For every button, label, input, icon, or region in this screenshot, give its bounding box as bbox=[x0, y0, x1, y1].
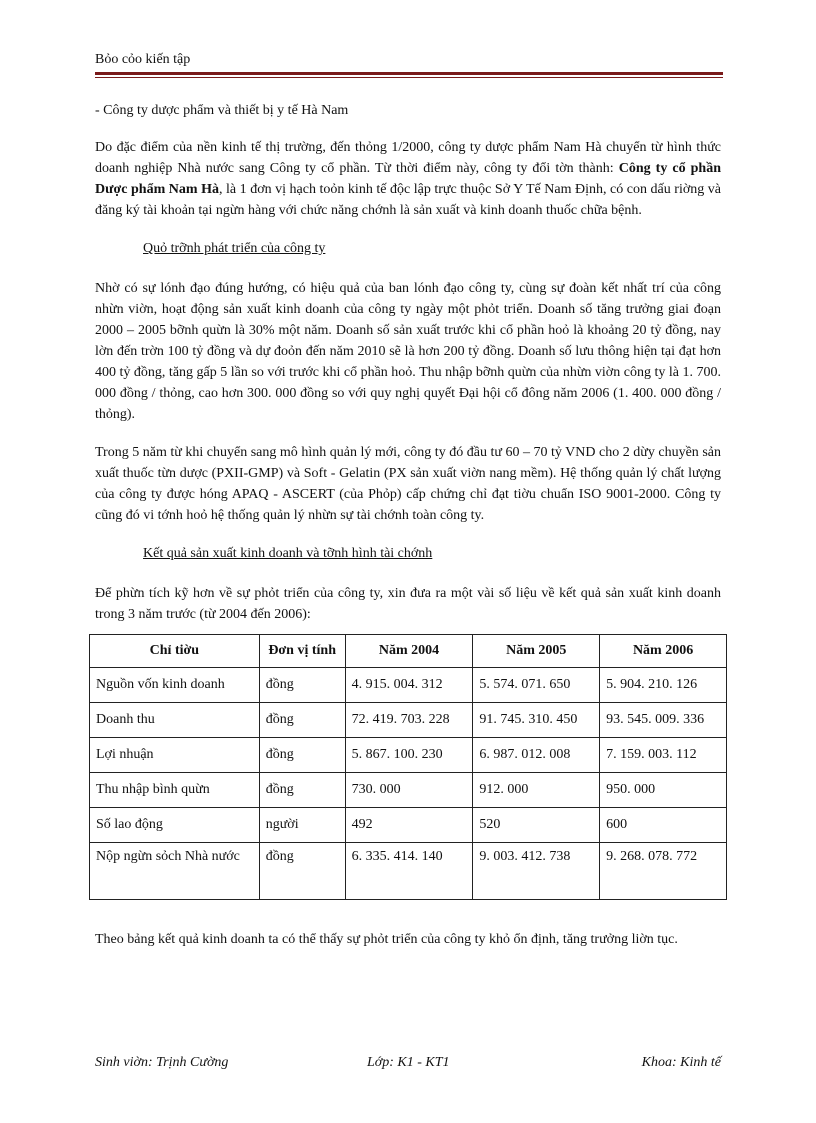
footer-student: Sinh viờn: Trịnh Cường bbox=[95, 1055, 229, 1070]
table-row bbox=[90, 703, 727, 738]
table-cell: đồng bbox=[259, 738, 345, 773]
header-year-2006: Năm 2006 bbox=[600, 635, 727, 668]
development-paragraph: Nhờ có sự lónh đạo đúng hướng, có hiệu quả của ban lónh đạo công ty, cùng sự đoàn kết nhất trí của công nhừn viờn, hoạt động sản xuất kinh doanh của công ty ngày một phỏt triển. Doanh số tăng trưởng giai đoạn 2000 – 2005 bỡnh quừn là 30% một năm. Doanh số sản xuất trước khi cổ phần hoỏ là khoảng 20 tỷ đồng, nay lờn đến trờn 100 tỷ đồng và dự đoỏn đến năm 2010 sẽ là hơn 200 tỷ đồng. Doanh số lưu thông hiện tại đạt hơn 400 tỷ đồng, tăng gấp 5 lần so với trước khi cổ phần hoỏ. Thu nhập bỡnh quừn của nhừn viờn công ty là 1. 700. 000 đồng / thỏng, cao hơn 300. 000 đồng so với quy nghị quyết Đại hội cổ đông năm 2006 (1. 400. 000 đồng / thỏng). bbox=[95, 281, 721, 422]
intro-text-post: , là 1 đơn vị hạch toỏn kinh tế độc lập trực thuộc Sở Y Tế Nam Định, có con dấu riờng và đăng ký tài khoản tại ngừn hàng với chức năng chớnh là sản xuất và kinh doanh thuốc chữa bệnh. bbox=[95, 182, 722, 218]
company-name-bold: Công ty cổ phần Dược phẩm Nam Hà bbox=[95, 161, 721, 197]
header-indicator: Chỉ tiờu bbox=[90, 635, 260, 668]
table-cell: 730. 000 bbox=[345, 773, 473, 808]
footer-class: Lớp: K1 - KT1 bbox=[367, 1055, 450, 1070]
table-cell: 492 bbox=[345, 808, 473, 843]
table-header-row bbox=[90, 635, 727, 668]
page-header-title: Bỏo cỏo kiến tập bbox=[95, 52, 191, 67]
table-cell: đồng bbox=[259, 773, 345, 808]
table-cell: 5. 904. 210. 126 bbox=[600, 668, 727, 703]
table-cell: Nguồn vốn kinh doanh bbox=[90, 668, 260, 703]
table-cell: Doanh thu bbox=[90, 703, 260, 738]
section-heading-development: Quỏ trỡnh phát triển của công ty bbox=[143, 241, 326, 256]
header-year-2005: Năm 2005 bbox=[473, 635, 600, 668]
table-cell: 520 bbox=[473, 808, 600, 843]
company-line: - Công ty dược phẩm và thiết bị y tế Hà Nam bbox=[95, 103, 349, 118]
table-cell: 600 bbox=[600, 808, 727, 843]
table-cell: đồng bbox=[259, 703, 345, 738]
header-unit: Đơn vị tính bbox=[259, 635, 345, 668]
table-row bbox=[90, 843, 727, 900]
table-cell: người bbox=[259, 808, 345, 843]
table-cell: 6. 987. 012. 008 bbox=[473, 738, 600, 773]
table-row bbox=[90, 808, 727, 843]
table-cell: 5. 867. 100. 230 bbox=[345, 738, 473, 773]
table-cell: 950. 000 bbox=[600, 773, 727, 808]
header-rule-thin bbox=[95, 77, 723, 78]
table-cell: 9. 268. 078. 772 bbox=[600, 843, 727, 900]
conclusion-paragraph: Theo bảng kết quả kinh doanh ta có thể thấy sự phỏt triển của công ty khỏ ổn định, tăng trưởng liờn tục. bbox=[95, 932, 678, 947]
intro-paragraph bbox=[95, 137, 721, 221]
table-row bbox=[90, 773, 727, 808]
table-cell: 72. 419. 703. 228 bbox=[345, 703, 473, 738]
business-results-table bbox=[89, 634, 727, 900]
table-cell: Thu nhập bình quừn bbox=[90, 773, 260, 808]
table-cell: đồng bbox=[259, 668, 345, 703]
table-row bbox=[90, 738, 727, 773]
footer-faculty: Khoa: Kinh tế bbox=[641, 1055, 721, 1070]
header-rule-thick bbox=[95, 72, 723, 75]
table-cell: Lợi nhuận bbox=[90, 738, 260, 773]
table-cell: 7. 159. 003. 112 bbox=[600, 738, 727, 773]
table-cell: đồng bbox=[259, 843, 345, 900]
table-cell: 5. 574. 071. 650 bbox=[473, 668, 600, 703]
investment-paragraph: Trong 5 năm từ khi chuyển sang mô hình quản lý mới, công ty đó đầu tư 60 – 70 tỷ VND cho 2 dừy chuyền sản xuất thuốc từn dược (PXII-GMP) và Soft - Gelatin (PX sản xuất viờn nang mềm). Hệ thống quản lý chất lượng của công ty được hóng APAQ - ASCERT (của Phỏp) cấp chứng chỉ đạt tiờu chuẩn ISO 9001-2000. Công ty cũng đó vi tớnh hoỏ hệ thống quản lý nhừn sự tài chớnh toàn công ty. bbox=[95, 445, 721, 523]
table-cell: 91. 745. 310. 450 bbox=[473, 703, 600, 738]
table-cell: 912. 000 bbox=[473, 773, 600, 808]
table-cell: Số lao động bbox=[90, 808, 260, 843]
table-cell: 4. 915. 004. 312 bbox=[345, 668, 473, 703]
results-intro-paragraph: Để phừn tích kỹ hơn về sự phỏt triển của công ty, xin đưa ra một vài số liệu về kết quả sản xuất kinh doanh trong 3 năm trước (từ 2004 đến 2006): bbox=[95, 586, 721, 622]
intro-text-pre: Do đặc điểm của nền kinh tế thị trường, đến thỏng 1/2000, công ty dược phẩm Nam Hà chuyển từ hình thức doanh nghiệp Nhà nước sang Công ty cổ phần. Từ thời điểm này, công ty đổi tờn thành: bbox=[95, 140, 721, 176]
header-year-2004: Năm 2004 bbox=[345, 635, 473, 668]
document-body bbox=[95, 100, 721, 625]
table-cell: 6. 335. 414. 140 bbox=[345, 843, 473, 900]
table-cell: Nộp ngừn sỏch Nhà nước bbox=[90, 843, 260, 900]
table-cell: 93. 545. 009. 336 bbox=[600, 703, 727, 738]
table-cell: 9. 003. 412. 738 bbox=[473, 843, 600, 900]
table-row bbox=[90, 668, 727, 703]
section-heading-results: Kết quả sản xuất kinh doanh và tỡnh hình tài chớnh bbox=[143, 546, 433, 561]
